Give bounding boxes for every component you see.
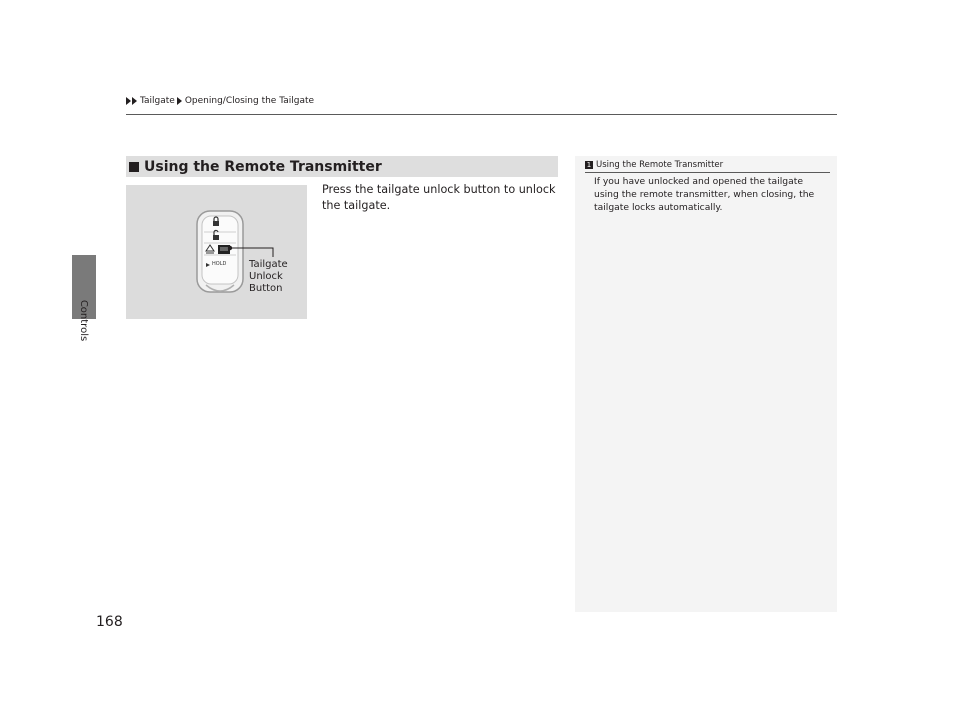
note-text: If you have unlocked and opened the tailgate using the remote transmitter, when closing, the tailgate locks automatically. — [594, 176, 815, 213]
note-title: Using the Remote Transmitter — [596, 160, 724, 170]
note-panel — [575, 156, 837, 612]
section-heading — [126, 156, 558, 177]
body-paragraph: Press the tailgate unlock button to unlock the tailgate. — [322, 183, 556, 212]
key-fob-illustration — [126, 185, 307, 319]
breadcrumb-item-opening-closing[interactable]: Opening/Closing the Tailgate — [184, 96, 315, 106]
page-number: 168 — [96, 614, 123, 630]
breadcrumb-item-tailgate[interactable]: Tailgate — [140, 96, 175, 106]
header-divider — [126, 114, 837, 115]
note-ref-icon: 1 — [586, 161, 592, 169]
breadcrumb-arrow-icon — [126, 97, 131, 105]
note-heading — [585, 158, 830, 173]
remote-transmitter-figure — [126, 185, 307, 319]
section-square-icon — [129, 162, 139, 172]
breadcrumb-arrow-icon — [177, 97, 182, 105]
hold-label: HOLD — [212, 261, 227, 267]
breadcrumb-arrow-icon — [132, 97, 137, 105]
chapter-label: Controls — [78, 299, 90, 341]
section-title: Using the Remote Transmitter — [144, 158, 382, 175]
breadcrumb — [126, 95, 316, 107]
callout-tailgate-unlock-button: Tailgate Unlock Button — [249, 259, 288, 294]
